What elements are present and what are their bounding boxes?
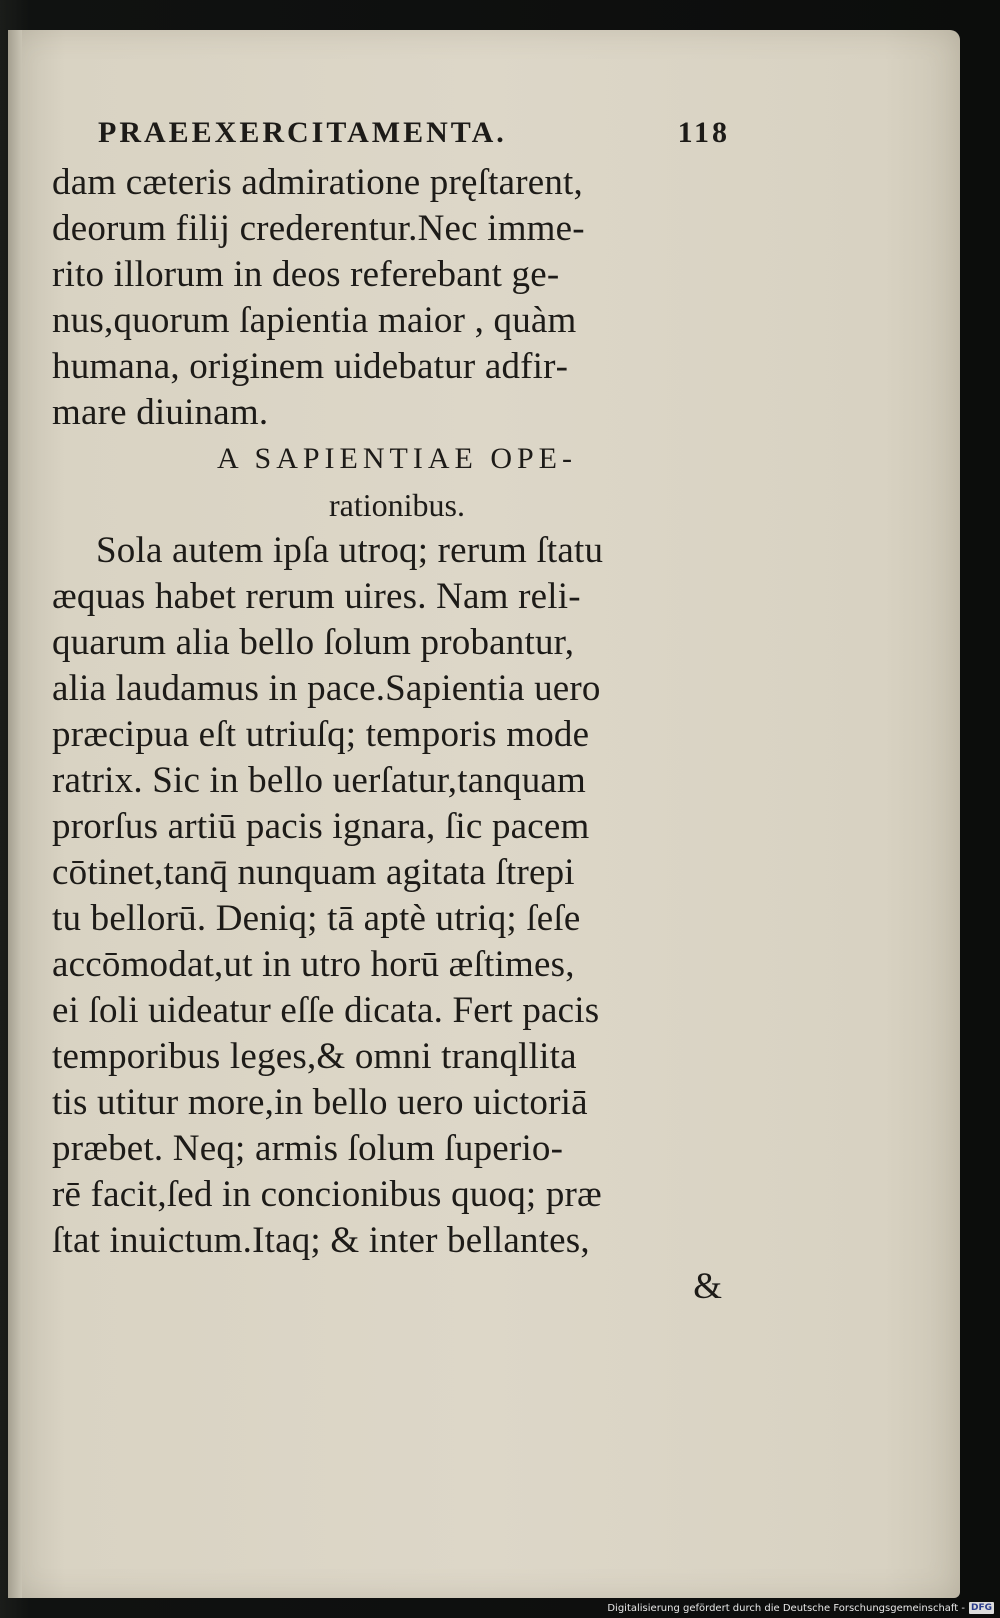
text-line: præcipua eſt utriuſq; temporis mode — [52, 714, 590, 755]
text-line: tis utitur more,in bello uero uictoriā — [52, 1082, 588, 1123]
text-line: ratrix. Sic in bello uerſatur,tanquam — [52, 760, 587, 801]
text-line: dam cæteris admiratione pręſtarent, — [52, 162, 583, 203]
text-line: ſtat inuictum.Itaq; & inter bellantes, — [52, 1220, 590, 1261]
text-line: accōmodat,ut in utro horū æſtimes, — [52, 944, 575, 985]
text-line: quarum alia bello ſolum probantur, — [52, 622, 575, 663]
running-head — [52, 116, 742, 160]
text-line: mare diuinam. — [52, 392, 269, 433]
page-number: 118 — [677, 116, 730, 149]
section-heading-continuation: rationibus. — [329, 487, 465, 523]
text-block — [52, 116, 742, 1310]
text-line: nus,quorum ſapientia maior , quàm — [52, 300, 577, 341]
credit-text: Digitalisierung gefördert durch die Deutsche Forschungsgemeinschaft - — [607, 1602, 965, 1614]
text-line: ei ſoli uideatur eſſe dicata. Fert pacis — [52, 990, 600, 1031]
digitization-credit — [607, 1601, 994, 1615]
text-line: humana, originem uidebatur adfir‐ — [52, 346, 569, 387]
text-line: prorſus artiū pacis ignara, ſic pacem — [52, 806, 590, 847]
text-line: temporibus leges,& omni tranqllita — [52, 1036, 577, 1077]
text-line: alia laudamus in pace.Sapientia uero — [52, 668, 601, 709]
book-page — [8, 30, 960, 1598]
text-line: rito illorum in deos referebant ge‐ — [52, 254, 560, 295]
text-line: præbet. Neq; armis ſolum ſuperio‐ — [52, 1128, 564, 1169]
page-gutter — [8, 30, 22, 1598]
dfg-logo: DFG — [970, 1603, 992, 1613]
text-line: tu bellorū. Deniq; tā aptè utriq; ſeſe — [52, 898, 581, 939]
catchword: & — [693, 1266, 722, 1307]
text-line: cōtinet,tanq̄ nunquam agitata ſtrepi — [52, 852, 575, 893]
text-line: deorum filij crederentur.Nec imme‐ — [52, 208, 585, 249]
text-line: Sola autem ipſa utroq; rerum ſtatu — [96, 530, 604, 571]
text-line: rē facit,ſed in concionibus quoq; præ — [52, 1174, 602, 1215]
text-line: æquas habet rerum uires. Nam reli‐ — [52, 576, 581, 617]
running-title: PRAEEXERCITAMENTA. — [98, 116, 507, 149]
section-heading: A SAPIENTIAE OPE‐ — [217, 442, 577, 475]
